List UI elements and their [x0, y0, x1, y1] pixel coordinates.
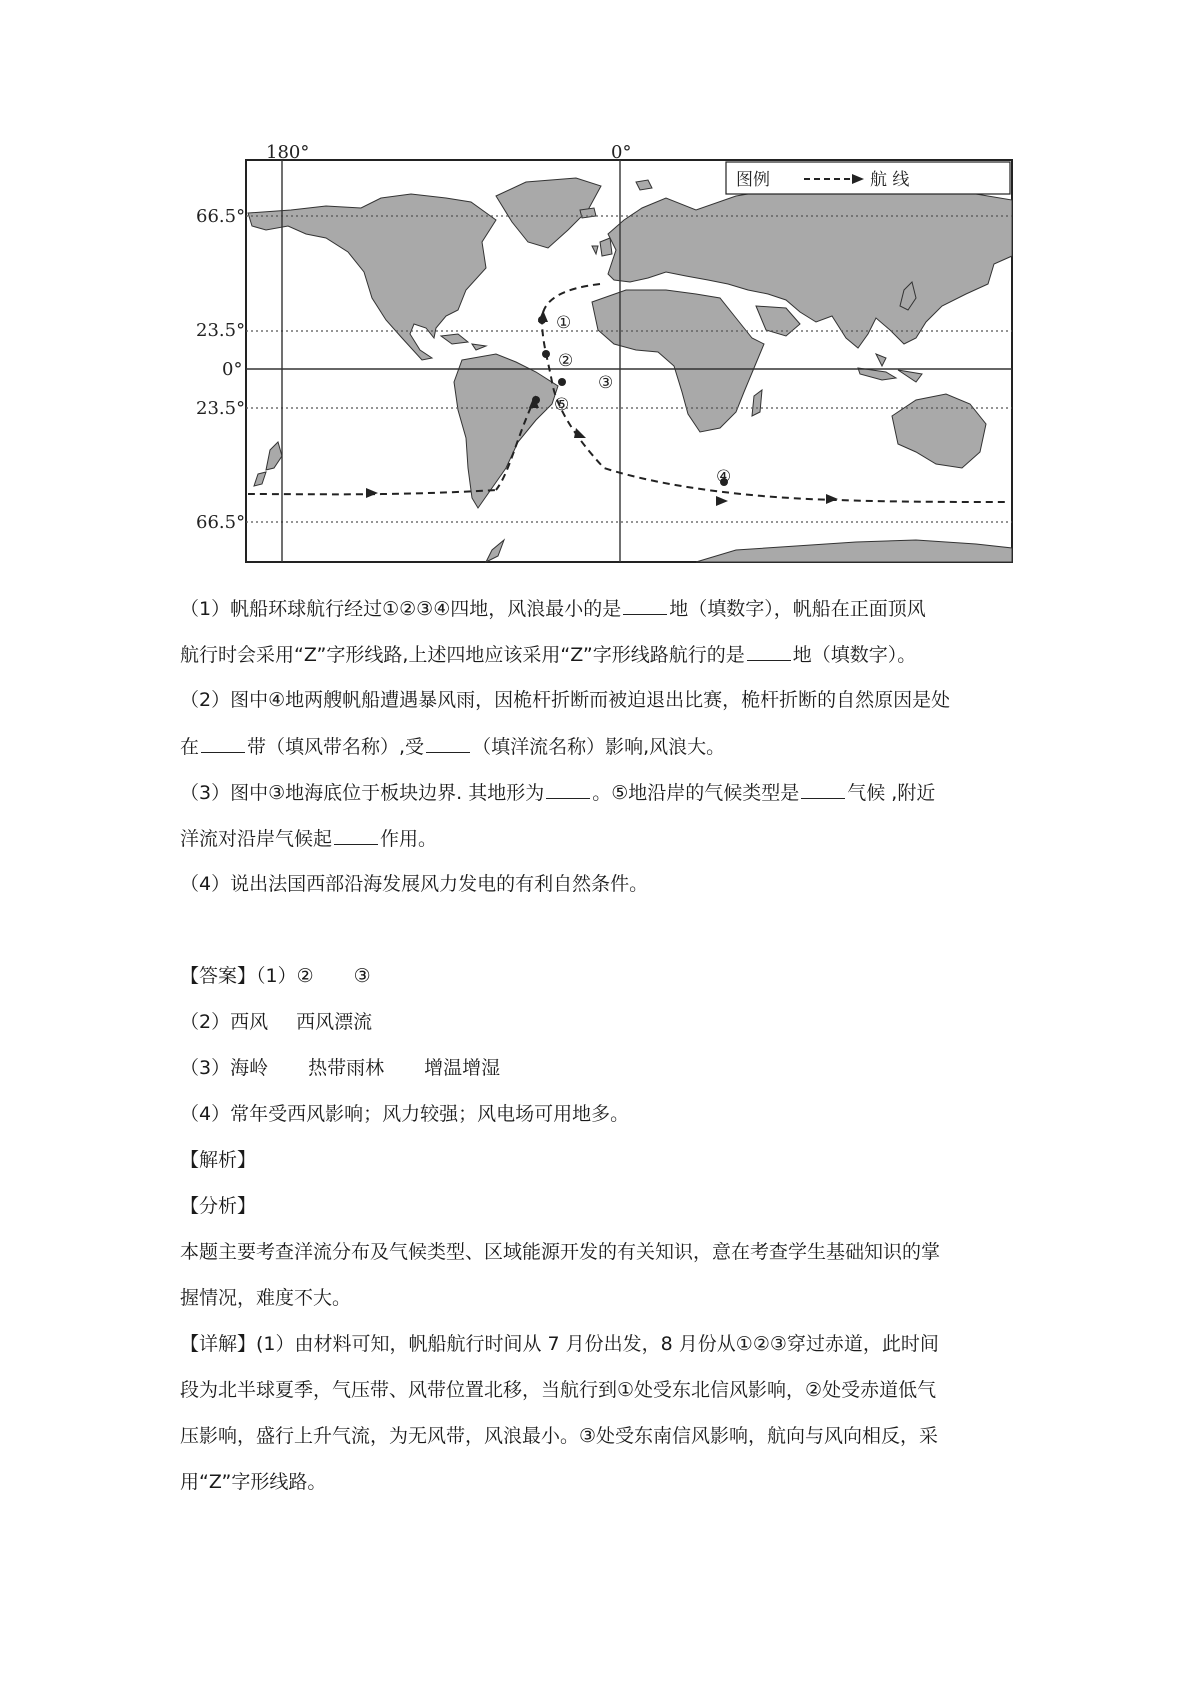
question-3-line-2	[180, 824, 1040, 853]
marker-5: ⑤	[554, 395, 570, 415]
answer-line-2	[180, 1008, 1040, 1036]
answer-3-value-3: 增温增湿	[424, 1057, 501, 1079]
answer-3-value-2: 热带雨林	[308, 1057, 385, 1079]
answer-1-value-2: ③	[353, 965, 371, 987]
fenxi-line-2	[180, 1284, 1040, 1312]
fenxi-line-1	[180, 1238, 1040, 1266]
q2-blank-2	[426, 732, 470, 753]
detail-text-4: 用“Z”字形线路。	[180, 1471, 327, 1493]
marker-4: ④	[716, 467, 732, 487]
answer-3-num: （3）	[180, 1057, 231, 1079]
q4-text: （4）说出法国西部沿海发展风力发电的有利自然条件。	[180, 873, 649, 895]
q1-blank-1	[623, 594, 667, 615]
jiexi-label: 【解析】	[180, 1149, 257, 1171]
lon-label-0: 0°	[611, 142, 632, 163]
q2-text-a: （2）图中④地两艘帆船遭遇暴风雨，因桅杆折断而被迫退出比赛，桅杆折断的自然原因是处	[180, 689, 951, 711]
detail-line-3	[180, 1422, 1040, 1450]
q1-text-c: 航行时会采用“Z”字形线路,上述四地应该采用“Z”字形线路航行的是	[180, 644, 745, 666]
detail-text-3: 压影响，盛行上升气流，为无风带，风浪最小。③处受东南信风影响，航向与风向相反，采	[180, 1425, 939, 1447]
fenxi-text-1: 本题主要考查洋流分布及气候类型、区域能源开发的有关知识，意在考查学生基础知识的掌	[180, 1241, 941, 1263]
q3-blank-1	[546, 778, 590, 799]
answer-label: 【答案】	[180, 965, 257, 987]
legend	[726, 162, 1010, 194]
q1-text-a: （1）帆船环球航行经过①②③④四地，风浪最小的是	[180, 598, 622, 620]
answer-2-value-1: 西风	[230, 1011, 269, 1033]
legend-title: 图例	[736, 170, 770, 190]
q2-text-d: （填洋流名称）影响,风浪大。	[472, 736, 726, 758]
answer-4-text: （4）常年受西风影响；风力较强；风电场可用地多。	[180, 1103, 630, 1125]
q3-text-b: 。⑤地沿岸的气候类型是	[592, 782, 800, 804]
q1-blank-2	[747, 640, 791, 661]
jiexi-heading	[180, 1146, 1040, 1174]
detail-line-4	[180, 1468, 1040, 1496]
fenxi-text-2: 握情况，难度不大。	[180, 1287, 352, 1309]
answer-line-4	[180, 1100, 1040, 1128]
lat-label-23s: 23.5°	[196, 398, 246, 419]
q3-text-d: 洋流对沿岸气候起	[180, 828, 333, 850]
lat-label-66n: 66.5°	[196, 206, 246, 227]
q3-text-a: （3）图中③地海底位于板块边界. 其地形为	[180, 782, 545, 804]
question-1-line-2	[180, 640, 1040, 669]
question-2-line-1	[180, 686, 1040, 714]
marker-1: ①	[556, 313, 572, 333]
q3-text-c: 气候 ,附近	[847, 782, 936, 804]
detail-text-1: 【详解】(1）由材料可知，帆船航行时间从 7 月份出发，8 月份从①②③穿过赤道，此时间	[180, 1333, 939, 1355]
q2-blank-1	[201, 732, 245, 753]
lat-label-0: 0°	[222, 359, 243, 380]
question-1-line-1	[180, 594, 1040, 623]
lon-label-180: 180°	[266, 142, 310, 163]
q3-blank-3	[334, 824, 378, 845]
answer-1-value-1: ②	[296, 965, 314, 987]
world-map-figure	[196, 138, 1016, 590]
legend-route-label: 航 线	[870, 170, 910, 190]
q2-text-c: 带（填风带名称）,受	[247, 736, 425, 758]
q2-text-b: 在	[180, 736, 200, 758]
fenxi-heading	[180, 1192, 1040, 1220]
answer-1-num: （1）	[256, 965, 297, 987]
answer-2-num: （2）	[180, 1011, 231, 1033]
fenxi-label: 【分析】	[180, 1195, 257, 1217]
detail-line-2	[180, 1376, 1040, 1404]
marker-3: ③	[598, 373, 614, 393]
marker-2: ②	[558, 351, 574, 371]
lat-label-23n: 23.5°	[196, 320, 246, 341]
answer-line-3	[180, 1054, 1040, 1082]
detail-text-2: 段为北半球夏季，气压带、风带位置北移，当航行到①处受东北信风影响，②处受赤道低气	[180, 1379, 937, 1401]
answer-line-1	[180, 962, 1040, 990]
q1-text-d: 地（填数字）。	[792, 644, 917, 666]
q3-blank-2	[801, 778, 845, 799]
question-3-line-1	[180, 778, 1040, 807]
question-4	[180, 870, 1040, 898]
answer-3-value-1: 海岭	[230, 1057, 269, 1079]
answer-2-value-2: 西风漂流	[296, 1011, 373, 1033]
lat-label-66s: 66.5°	[196, 512, 246, 533]
q1-text-b: 地（填数字），帆船在正面顶风	[669, 598, 926, 620]
question-2-line-2	[180, 732, 1040, 761]
q3-text-e: 作用。	[380, 828, 438, 850]
detail-line-1	[180, 1330, 1040, 1358]
